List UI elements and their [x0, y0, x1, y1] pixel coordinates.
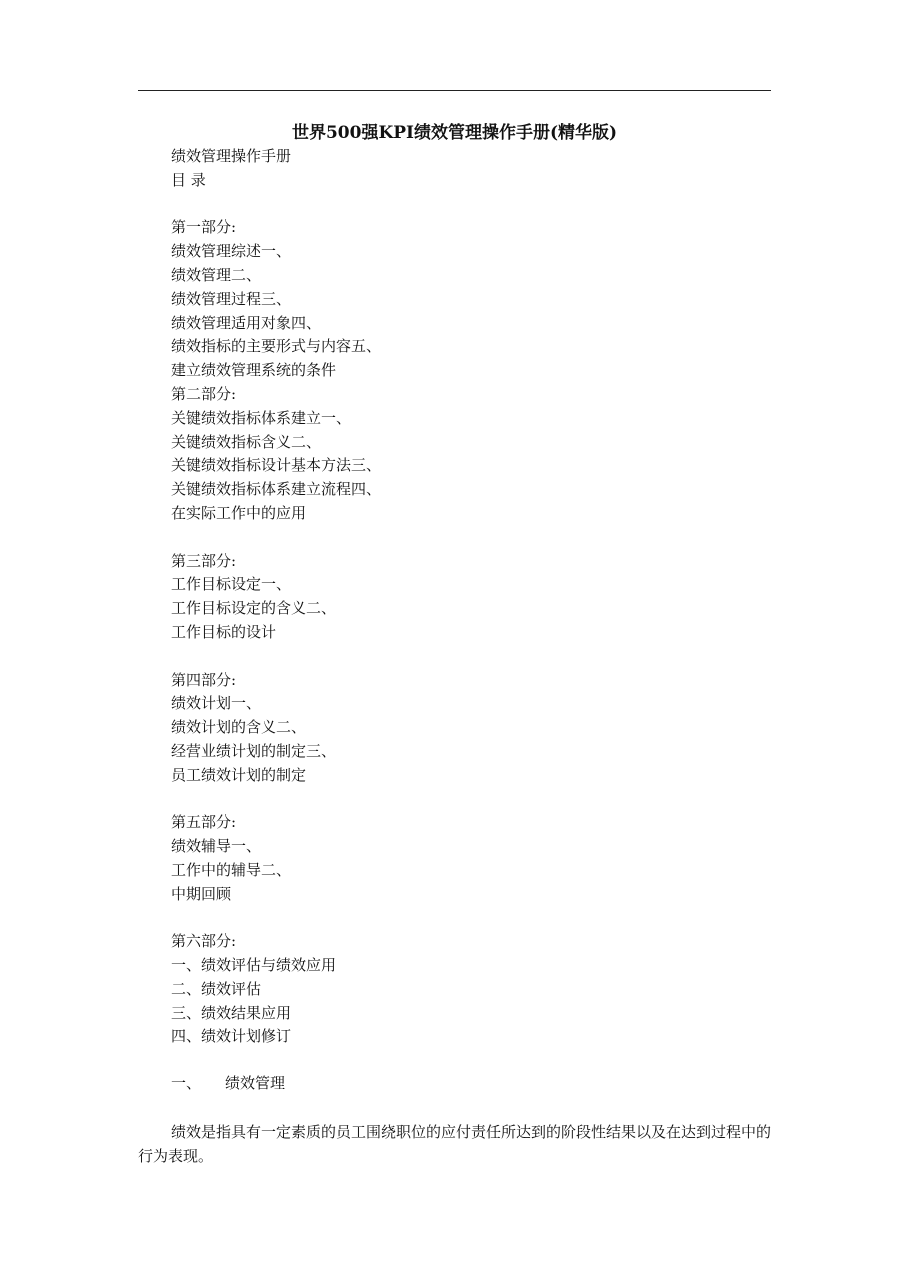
toc-line: 绩效辅导一、 — [171, 837, 262, 856]
toc-line: 第六部分: — [171, 932, 237, 951]
toc-line: 一、绩效评估与绩效应用 — [171, 956, 337, 975]
blank-line — [171, 526, 771, 550]
toc-line: 三、绩效结果应用 — [171, 1003, 292, 1022]
toc-line: 工作目标设定的含义二、 — [171, 599, 337, 618]
toc-line: 在实际工作中的应用 — [171, 503, 307, 522]
toc-line: 四、绩效计划修订 — [171, 1027, 292, 1046]
toc-line: 第五部分: — [171, 813, 237, 832]
toc-line: 第一部分: — [171, 218, 237, 237]
toc-line: 经营业绩计划的制定三、 — [171, 741, 337, 760]
toc-line: 绩效管理操作手册 — [171, 147, 292, 165]
toc-line: 绩效管理综述一、 — [171, 242, 292, 261]
toc-line: 绩效指标的主要形式与内容五、 — [171, 337, 382, 356]
table-of-contents — [171, 145, 771, 1049]
toc-line: 中期回顾 — [171, 884, 232, 903]
toc-line: 关键绩效指标含义二、 — [171, 432, 322, 451]
toc-line: 绩效计划的含义二、 — [171, 718, 307, 737]
toc-line: 关键绩效指标设计基本方法三、 — [171, 456, 382, 475]
section-number: 一、 — [171, 1074, 202, 1092]
toc-line: 员工绩效计划的制定 — [171, 765, 307, 784]
toc-line: 工作中的辅导二、 — [171, 860, 292, 879]
blank-line — [171, 645, 771, 669]
toc-line: 绩效管理适用对象四、 — [171, 313, 322, 332]
toc-line: 工作目标的设计 — [171, 622, 277, 641]
toc-line: 第二部分: — [171, 384, 237, 403]
blank-line — [171, 907, 771, 931]
section-title: 绩效管理 — [225, 1074, 286, 1092]
toc-line: 工作目标设定一、 — [171, 575, 292, 594]
toc-line: 绩效计划一、 — [171, 694, 262, 713]
toc-line: 关键绩效指标体系建立流程四、 — [171, 480, 382, 499]
blank-line — [171, 193, 771, 217]
toc-line: 二、绩效评估 — [171, 979, 262, 998]
toc-line: 绩效管理过程三、 — [171, 289, 292, 308]
toc-line: 关键绩效指标体系建立一、 — [171, 408, 352, 427]
blank-line — [171, 788, 771, 812]
section-heading — [171, 1072, 285, 1093]
document-title: 世界500强KPI绩效管理操作手册(精华版) — [291, 123, 618, 143]
toc-line: 建立绩效管理系统的条件 — [171, 361, 337, 380]
toc-line: 绩效管理二、 — [171, 265, 262, 284]
toc-line: 目 录 — [171, 170, 206, 189]
header-rule — [138, 90, 771, 91]
body-paragraph: 绩效是指具有一定素质的员工围绕职位的应付责任所达到的阶段性结果以及在达到过程中的行为表现。 — [138, 1123, 772, 1165]
toc-line: 第四部分: — [171, 670, 237, 689]
toc-line: 第三部分: — [171, 551, 237, 570]
